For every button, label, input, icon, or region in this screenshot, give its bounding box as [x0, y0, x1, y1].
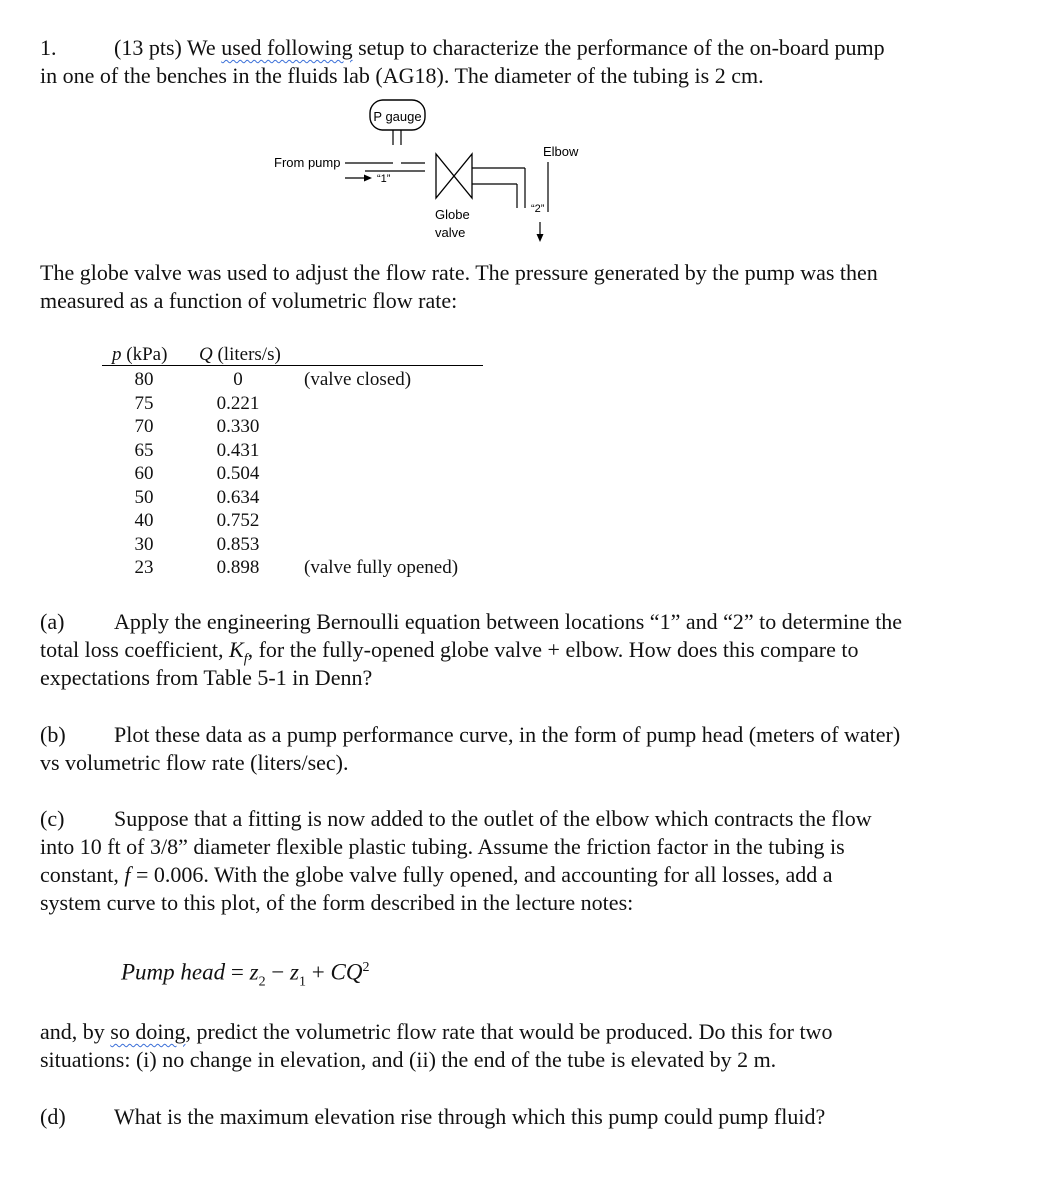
after-eq-line2: situations: (i) no change in elevation, and (ii) the end of the tube is elevated by 2 m. — [40, 1047, 777, 1072]
table-cell-p: 23 — [134, 557, 154, 578]
table-cell-p: 80 — [134, 369, 154, 390]
k-symbol: K — [229, 637, 244, 662]
elbow-label: Elbow — [543, 144, 579, 159]
table-cell-note: (valve closed) — [304, 369, 412, 390]
part-c-line3 — [40, 861, 833, 889]
data-table — [0, 343, 1040, 583]
location-1-label: “1” — [377, 173, 391, 185]
table-cell-note — [304, 533, 504, 557]
eq-sup2: 2 — [362, 960, 370, 975]
column-pressure — [122, 368, 166, 580]
table-cell-p: 50 — [134, 486, 154, 508]
table-cell-p: 65 — [134, 439, 154, 461]
globe-label: Globe — [435, 207, 470, 222]
eq-plus: + — [306, 959, 331, 985]
eq-sub1: 1 — [299, 974, 306, 990]
column-flow — [210, 368, 266, 580]
part-c-line1: Suppose that a fitting is now added to the outlet of the elbow which contracts the flow — [114, 806, 872, 831]
table-cell-q: 0.752 — [216, 510, 260, 531]
table-cell-p: 60 — [134, 463, 154, 484]
table-cell-q: 0.634 — [216, 486, 260, 508]
table-cell-note — [304, 392, 504, 416]
part-d-text: What is the maximum elevation rise through which this pump could pump fluid? — [114, 1104, 826, 1129]
table-cell-q: 0.330 — [216, 416, 260, 437]
pump-head-equation — [121, 954, 369, 996]
eq-minus: − — [265, 959, 291, 985]
part-b-line1: Plot these data as a pump performance curve, in the form of pump head (meters of water) — [114, 722, 901, 747]
after-eq-end: , predict the volumetric flow rate that would be produced. Do this for two — [185, 1019, 833, 1044]
outlet-arrow-head — [537, 234, 544, 242]
q-variable: Q — [199, 344, 213, 365]
table-cell-p: 75 — [134, 392, 154, 414]
table-cell-note — [304, 415, 504, 439]
flow-arrow-head — [364, 175, 372, 182]
column-notes — [304, 368, 504, 580]
paragraph-line2: measured as a function of volumetric flow rate: — [40, 288, 458, 313]
problem-intro-rest: setup to characterize the performance of the on-board pump — [358, 35, 885, 60]
eq-equals: = — [225, 959, 250, 985]
table-cell-p: 70 — [134, 416, 154, 437]
table-cell-note — [304, 486, 504, 510]
p-unit: (kPa) — [121, 344, 168, 365]
table-cell-q: 0.853 — [216, 533, 260, 555]
table-cell-note — [304, 462, 504, 486]
part-c-line4: system curve to this plot, of the form described in the lecture notes: — [40, 890, 634, 915]
p-variable: p — [112, 344, 122, 365]
paragraph-line1: The globe valve was used to adjust the flow rate. The pressure generated by the pump was then — [40, 260, 878, 285]
eq-z1: z — [290, 959, 299, 985]
table-cell-p: 30 — [134, 533, 154, 555]
table-cell-note — [304, 509, 504, 533]
eq-sub2: 2 — [258, 974, 266, 990]
eq-cq: CQ — [330, 959, 363, 985]
table-cell-q: 0.898 — [216, 557, 260, 578]
eq-lhs: Pump head — [121, 959, 226, 985]
setup-diagram — [0, 0, 1040, 260]
part-c-line3-start: constant, — [40, 862, 125, 887]
part-d-label: (d) — [40, 1104, 66, 1129]
globe-valve-symbol — [436, 154, 472, 198]
problem-points: (13 pts) We — [114, 35, 216, 60]
part-a-label: (a) — [40, 609, 65, 634]
table-cell-q: 0.504 — [216, 463, 260, 484]
after-eq-start: and, by — [40, 1019, 111, 1044]
p-gauge-label: P gauge — [373, 109, 422, 124]
part-b-line2: vs volumetric flow rate (liters/sec). — [40, 750, 349, 775]
table-cell-q: 0.221 — [216, 392, 260, 414]
eq-z2: z — [249, 959, 259, 985]
after-eq-line1 — [40, 1018, 832, 1046]
part-a-line2-start: total loss coefficient, — [40, 637, 229, 662]
table-cell-q: 0.431 — [216, 439, 260, 461]
from-pump-label: From pump — [274, 155, 341, 170]
part-a-line3: expectations from Table 5-1 in Denn? — [40, 665, 373, 690]
table-cell-p: 40 — [134, 510, 154, 531]
part-c-label: (c) — [40, 806, 65, 831]
part-c-line3-end: = 0.006. With the globe valve fully opened, and accounting for all losses, add a — [130, 862, 833, 887]
part-b-label: (b) — [40, 722, 66, 747]
wavy-phrase: used following — [221, 35, 353, 60]
k-subscript: f — [243, 651, 248, 667]
f-symbol: f — [124, 862, 131, 887]
table-header-p — [112, 343, 167, 367]
table-cell-q: 0 — [233, 369, 243, 390]
so-doing-wavy: so doing — [110, 1019, 186, 1044]
part-c-line2: into 10 ft of 3/8” diameter flexible plastic tubing. Assume the friction factor in the tubing is — [40, 834, 845, 859]
table-header-q — [199, 343, 281, 367]
table-cell-note: (valve fully opened) — [304, 557, 459, 578]
table-cell-note — [304, 439, 504, 463]
problem-intro-line2: in one of the benches in the fluids lab (AG18). The diameter of the tubing is 2 cm. — [40, 63, 764, 88]
location-2-label: “2” — [531, 203, 545, 215]
part-a-line1: Apply the engineering Bernoulli equation between locations “1” and “2” to determine the — [114, 609, 903, 634]
part-a-line2-end: , for the fully-opened globe valve + elbow. How does this compare to — [247, 637, 859, 662]
table-header-rule — [102, 365, 483, 366]
q-unit: (liters/s) — [212, 344, 281, 365]
problem-number: 1. — [40, 35, 57, 60]
valve-label: valve — [435, 225, 466, 240]
